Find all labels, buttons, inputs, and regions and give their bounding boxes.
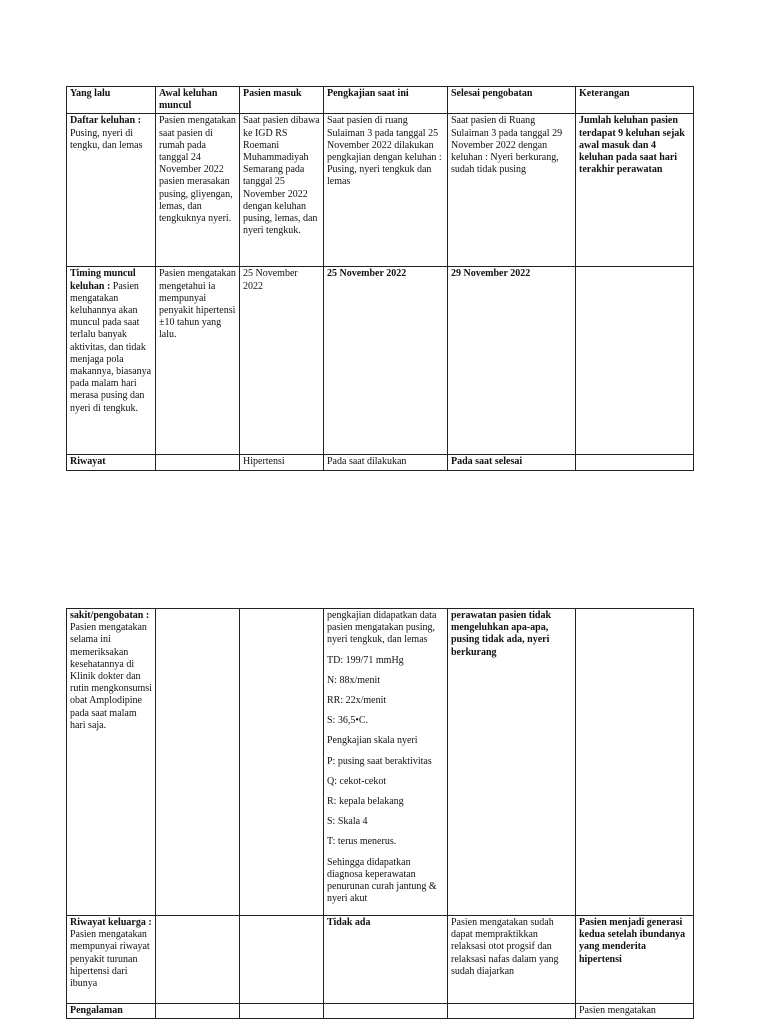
table-row: [67, 609, 694, 916]
table-cell: [324, 609, 448, 916]
assessment-table-continued: [66, 608, 694, 1019]
table-cell: 29 November 2022: [448, 267, 576, 455]
table-cell: Pada saat dilakukan: [324, 455, 448, 470]
table-cell: Hipertensi: [240, 455, 324, 470]
assessment-table-top: [66, 86, 694, 471]
table-cell: [156, 1004, 240, 1019]
paragraph: Pengkajian skala nyeri: [327, 735, 418, 747]
paragraph: R: kepala belakang: [327, 796, 404, 808]
table-cell: [67, 267, 156, 455]
table-cell: 25 November 2022: [324, 267, 448, 455]
table-cell: Pada saat selesai: [448, 455, 576, 470]
table-cell: Tidak ada: [324, 916, 448, 1004]
paragraph: T: terus menerus.: [327, 836, 397, 848]
table-cell: [576, 455, 694, 470]
table-cell: [156, 455, 240, 470]
paragraph: TD: 199/71 mmHg: [327, 654, 404, 666]
table-cell: [67, 916, 156, 1004]
table-cell: Pasien mengatakan sudah dapat mempraktikkan relaksasi otot progsif dan relaksasi nafas dalam yang sudah diajarkan: [448, 916, 576, 1004]
table-cell: [576, 267, 694, 455]
paragraph: S: 36,5•C.: [327, 715, 369, 727]
table-cell: [240, 1004, 324, 1019]
paragraph: pengkajian didapatkan data pasien mengatakan pusing, nyeri tengkuk, dan lemas: [327, 610, 437, 646]
table-row: [67, 114, 694, 267]
row-label: sakit/pengobatan :: [70, 610, 150, 621]
table-cell: Pasien mengatakan mengetahui ia mempunyai penyakit hipertensi ±10 tahun yang lalu.: [156, 267, 240, 455]
cell-text: Pasien mengatakan selama ini memeriksakan kesehatannya di Klinik dokter dan rutin mengkonsumsi obat Amplodipine pada saat malam hari saja.: [70, 622, 152, 731]
table-cell: Saat pasien dibawa ke IGD RS Roemani Muhammadiyah Semarang pada tanggal 25 November 2022 dengan keluhan pusing, lemas, dan nyeri tengkuk.: [240, 114, 324, 267]
row-label: Timing muncul keluhan :: [70, 268, 136, 292]
table-cell: [67, 609, 156, 916]
header-awal-keluhan: Awal keluhan muncul: [156, 87, 240, 114]
paragraph: RR: 22x/menit: [327, 695, 387, 707]
table-row: [67, 455, 694, 470]
table-cell: 25 November 2022: [240, 267, 324, 455]
cell-text: Pusing, nyeri di tengku, dan lemas: [70, 127, 143, 151]
table-cell: [448, 1004, 576, 1019]
header-keterangan: Keterangan: [576, 87, 694, 114]
table-cell: [67, 114, 156, 267]
table-cell: [156, 916, 240, 1004]
table-cell: perawatan pasien tidak mengeluhkan apa-apa, pusing tidak ada, nyeri berkurang: [448, 609, 576, 916]
header-selesai: Selesai pengobatan: [448, 87, 576, 114]
table-cell: Pasien mengatakan: [576, 1004, 694, 1019]
row-label: Pengalaman: [67, 1004, 156, 1019]
table-cell: Pasien menjadi generasi kedua setelah ibundanya yang menderita hipertensi: [576, 916, 694, 1004]
table-cell: [240, 916, 324, 1004]
row-label: Riwayat: [67, 455, 156, 470]
table-header-row: [67, 87, 694, 114]
paragraph: Q: cekot-cekot: [327, 775, 387, 787]
paragraph: S: Skala 4: [327, 816, 368, 828]
table-cell: Pasien mengatakan saat pasien di rumah pada tanggal 24 November 2022 pasien merasakan pusing, gliyengan, lemas, dan tengkuknya nyeri.: [156, 114, 240, 267]
table-cell: [240, 609, 324, 916]
paragraph: Sehingga didapatkan diagnosa keperawatan penurunan curah jantung & nyeri akut: [327, 856, 437, 905]
table-cell: Jumlah keluhan pasien terdapat 9 keluhan sejak awal masuk dan 4 keluhan pada saat hari terakhir perawatan: [576, 114, 694, 267]
table-cell: [324, 1004, 448, 1019]
table-row: [67, 1004, 694, 1019]
cell-text: Pasien mengatakan keluhannya akan muncul pada saat terlalu banyak aktivitas, dan tidak menjaga pola makannya, biasanya pada malam hari merasa pusing dan nyeri di tengkuk.: [70, 280, 152, 414]
paragraph: P: pusing saat beraktivitas: [327, 755, 432, 767]
header-pengkajian: Pengkajian saat ini: [324, 87, 448, 114]
row-label: Daftar keluhan :: [70, 115, 141, 127]
table-cell: Saat pasien di ruang Sulaiman 3 pada tanggal 25 November 2022 dilakukan pengkajian dengan keluhan : Pusing, nyeri tengkuk dan lemas: [324, 114, 448, 267]
table-row: [67, 916, 694, 1004]
table-cell: [576, 609, 694, 916]
header-pasien-masuk: Pasien masuk: [240, 87, 324, 114]
table-row: [67, 267, 694, 455]
header-yang-lalu: Yang lalu: [67, 87, 156, 114]
cell-text: Pasien mengatakan mempunyai riwayat penyakit turunan hipertensi dari ibunya: [70, 929, 150, 990]
table-cell: [156, 609, 240, 916]
row-label: Riwayat keluarga :: [70, 917, 152, 928]
paragraph: N: 88x/menit: [327, 674, 381, 686]
table-cell: Saat pasien di Ruang Sulaiman 3 pada tanggal 29 November 2022 dengan keluhan : Nyeri berkurang, sudah tidak pusing: [448, 114, 576, 267]
